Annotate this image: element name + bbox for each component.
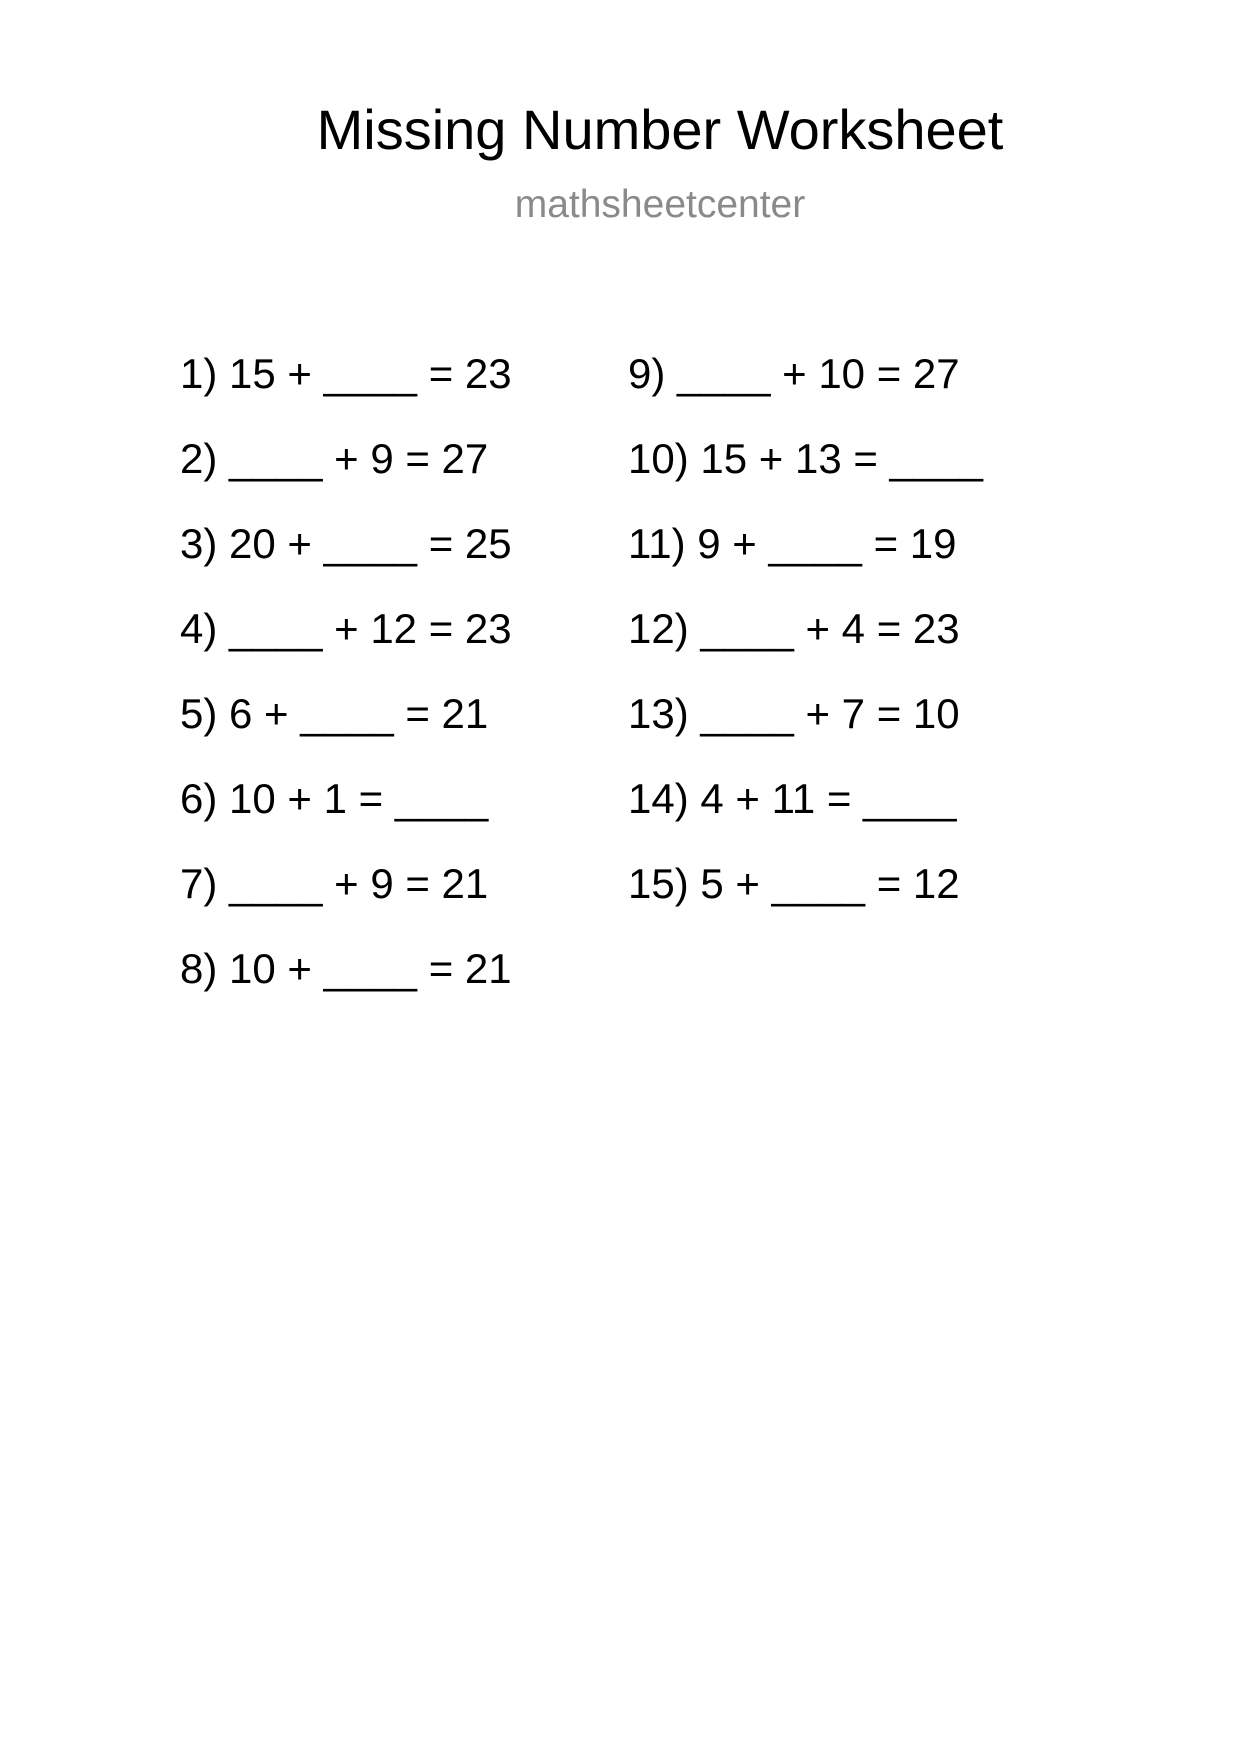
problem-8: 8) 10 + ____ = 21 — [180, 945, 512, 992]
problems-left-column — [180, 350, 512, 1030]
worksheet-subtitle: mathsheetcenter — [514, 183, 806, 226]
problem-5: 5) 6 + ____ = 21 — [180, 690, 489, 737]
problem-10: 10) 15 + 13 = ____ — [628, 435, 983, 482]
problem-9: 9) ____ + 10 = 27 — [628, 350, 960, 397]
problem-3: 3) 20 + ____ = 25 — [180, 520, 512, 567]
worksheet-title: Missing Number Worksheet — [316, 98, 1004, 161]
problem-7: 7) ____ + 9 = 21 — [180, 860, 489, 907]
problem-11: 11) 9 + ____ = 19 — [628, 520, 957, 567]
problem-2: 2) ____ + 9 = 27 — [180, 435, 489, 482]
problem-14: 14) 4 + 11 = ____ — [628, 775, 957, 822]
problem-1: 1) 15 + ____ = 23 — [180, 350, 512, 397]
problems-right-column — [628, 350, 983, 945]
problem-13: 13) ____ + 7 = 10 — [628, 690, 960, 737]
problem-15: 15) 5 + ____ = 12 — [628, 860, 960, 907]
problem-6: 6) 10 + 1 = ____ — [180, 775, 489, 822]
problem-4: 4) ____ + 12 = 23 — [180, 605, 512, 652]
problem-12: 12) ____ + 4 = 23 — [628, 605, 960, 652]
